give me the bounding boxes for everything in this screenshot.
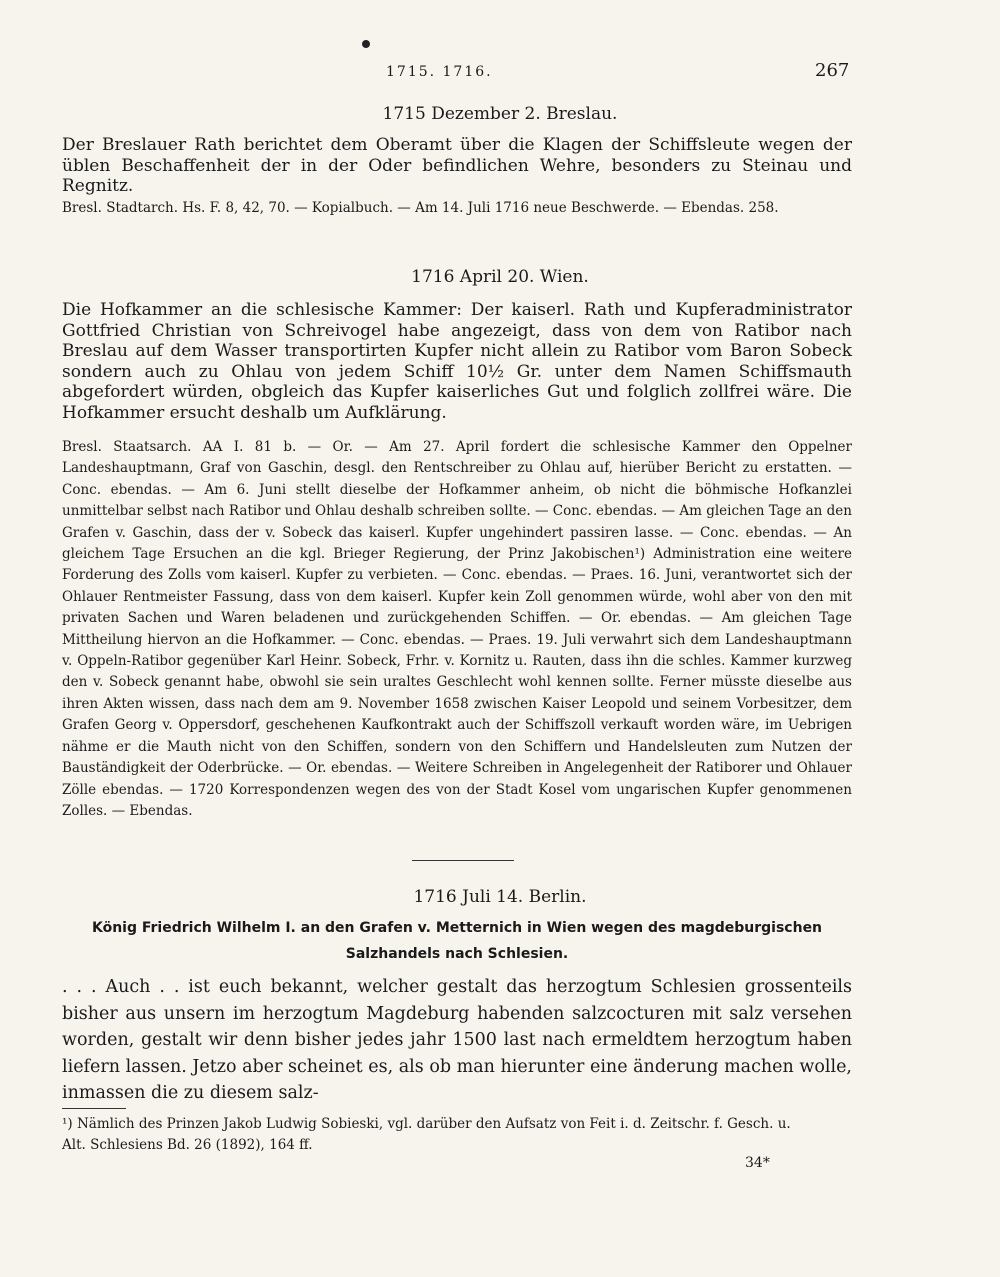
document-title-line-2: Salzhandels nach Schlesien.	[345, 946, 569, 962]
quoted-letter: . . . Auch . . ist euch bekannt, welcher gestalt das herzogtum Schlesien grossenteils bisher aus unsern im herzogtum Magdeburg habenden salzcocturen mit salz versehen worden, gestalt wir denn bisher jedes jahr 1500 last nach ermeldtem herzogtum haben liefern lassen. Jetzo aber scheinet es, als ob man hierunter eine änderung machen wolle, inmassen die zu diesem salz-	[62, 977, 852, 1103]
footnote-line-2: Alt. Schlesiens Bd. 26 (1892), 164 ff.	[62, 1137, 313, 1153]
entry-text-2: Die Hofkammer an die schlesische Kammer: Der kaiserl. Rath und Kupferadministrator Gottfried Christian von Schreivogel habe angezeigt, dass von dem von Ratibor nach Breslau auf dem Wasser transportirten Kupfer nicht allein zu Ratibor vom Baron Sobeck sondern auch zu Ohlau von jedem Schiff 10½ Gr. unter dem Namen Schiffsmauth abgefordert würden, obgleich das Kupfer kaiserliches Gut und folglich zollfrei wäre. Die Hofkammer ersucht deshalb um Aufklärung.	[62, 300, 852, 423]
entry-heading-2: 1716 April 20. Wien.	[411, 267, 589, 287]
footnote	[62, 1114, 852, 1156]
ink-dot	[362, 40, 370, 48]
entry-note-1: Bresl. Stadtarch. Hs. F. 8, 42, 70. — Kopialbuch. — Am 14. Juli 1716 neue Beschwerde. — Ebendas. 258.	[62, 200, 779, 216]
entry-heading-1: 1715 Dezember 2. Breslau.	[382, 104, 618, 124]
document-title-line-1: König Friedrich Wilhelm I. an den Grafen v. Metternich in Wien wegen des magdeburgischen	[91, 920, 823, 936]
sheet-signature: 34*	[745, 1155, 770, 1171]
footnote-rule	[62, 1108, 126, 1109]
header-years: 1715. 1716.	[386, 64, 493, 80]
running-header	[0, 60, 1000, 84]
document-title	[62, 915, 852, 967]
section-divider	[412, 860, 514, 861]
footnote-line-1: ¹) Nämlich des Prinzen Jakob Ludwig Sobieski, vgl. darüber den Aufsatz von Feit i. d. Zeitschr. f. Gesch. u.	[62, 1116, 791, 1132]
entry-heading-3: 1716 Juli 14. Berlin.	[413, 887, 587, 907]
entry-text-1: Der Breslauer Rath berichtet dem Oberamt über die Klagen der Schiffsleute wegen der üblen Beschaffenheit der in der Oder befindlichen Wehre, besonders zu Steinau und Regnitz.	[62, 135, 852, 196]
page-number: 267	[815, 60, 850, 81]
entry-note-2: Bresl. Staatsarch. AA I. 81 b. — Or. — Am 27. April fordert die schlesische Kammer den Oppelner Landeshauptmann, Graf von Gaschin, desgl. den Rentschreiber zu Ohlau auf, hierüber Bericht zu erstatten. — Conc. ebendas. — Am 6. Juni stellt dieselbe der Hofkammer anheim, ob nicht die böhmische Hofkanzlei unmittelbar selbst nach Ratibor und Ohlau deshalb schreiben sollte. — Conc. ebendas. — Am gleichen Tage an den Grafen v. Gaschin, dass der v. Sobeck das kaiserl. Kupfer ungehindert passiren lasse. — Conc. ebendas. — An gleichem Tage Ersuchen an die kgl. Brieger Regierung, der Prinz Jakobischen¹) Administration eine weitere Forderung des Zolls vom kaiserl. Kupfer zu verbieten. — Conc. ebendas. — Praes. 16. Juni, verantwortet sich der Ohlauer Rentmeister Fassung, dass von dem kaiserl. Kupfer kein Zoll genommen würde, wohl aber von den mit privaten Sachen und Waren beladenen und zurückgehenden Schiffen. — Or. ebendas. — Am gleichen Tage Mittheilung hiervon an die Hofkammer. — Conc. ebendas. — Praes. 19. Juli verwahrt sich dem Landeshauptmann v. Oppeln-Ratibor gegenüber Karl Heinr. Sobeck, Frhr. v. Kornitz u. Rauten, dass ihn die schles. Kammer kurzweg den v. Sobeck genannt habe, obwohl sie sein uraltes Geschlecht wohl kennen sollte. Ferner müsste dieselbe aus ihren Akten wissen, dass nach dem am 9. November 1658 zwischen Kaiser Leopold und seinem Vorbesitzer, dem Grafen Georg v. Oppersdorf, geschehenen Kaufkontrakt auch der Schiffszoll verkauft worden wäre, im Uebrigen nähme er die Mauth nicht von den Schiffen, sondern von den Schiffern und Handelsleuten zum Nutzen der Bauständigkeit der Oderbrücke. — Or. ebendas. — Weitere Schreiben in Angelegenheit der Ratiborer und Ohlauer Zölle ebendas. — 1720 Korrespondenzen wegen des von der Stadt Kosel vom ungarischen Kupfer genommenen Zolles. — Ebendas.	[62, 439, 852, 819]
